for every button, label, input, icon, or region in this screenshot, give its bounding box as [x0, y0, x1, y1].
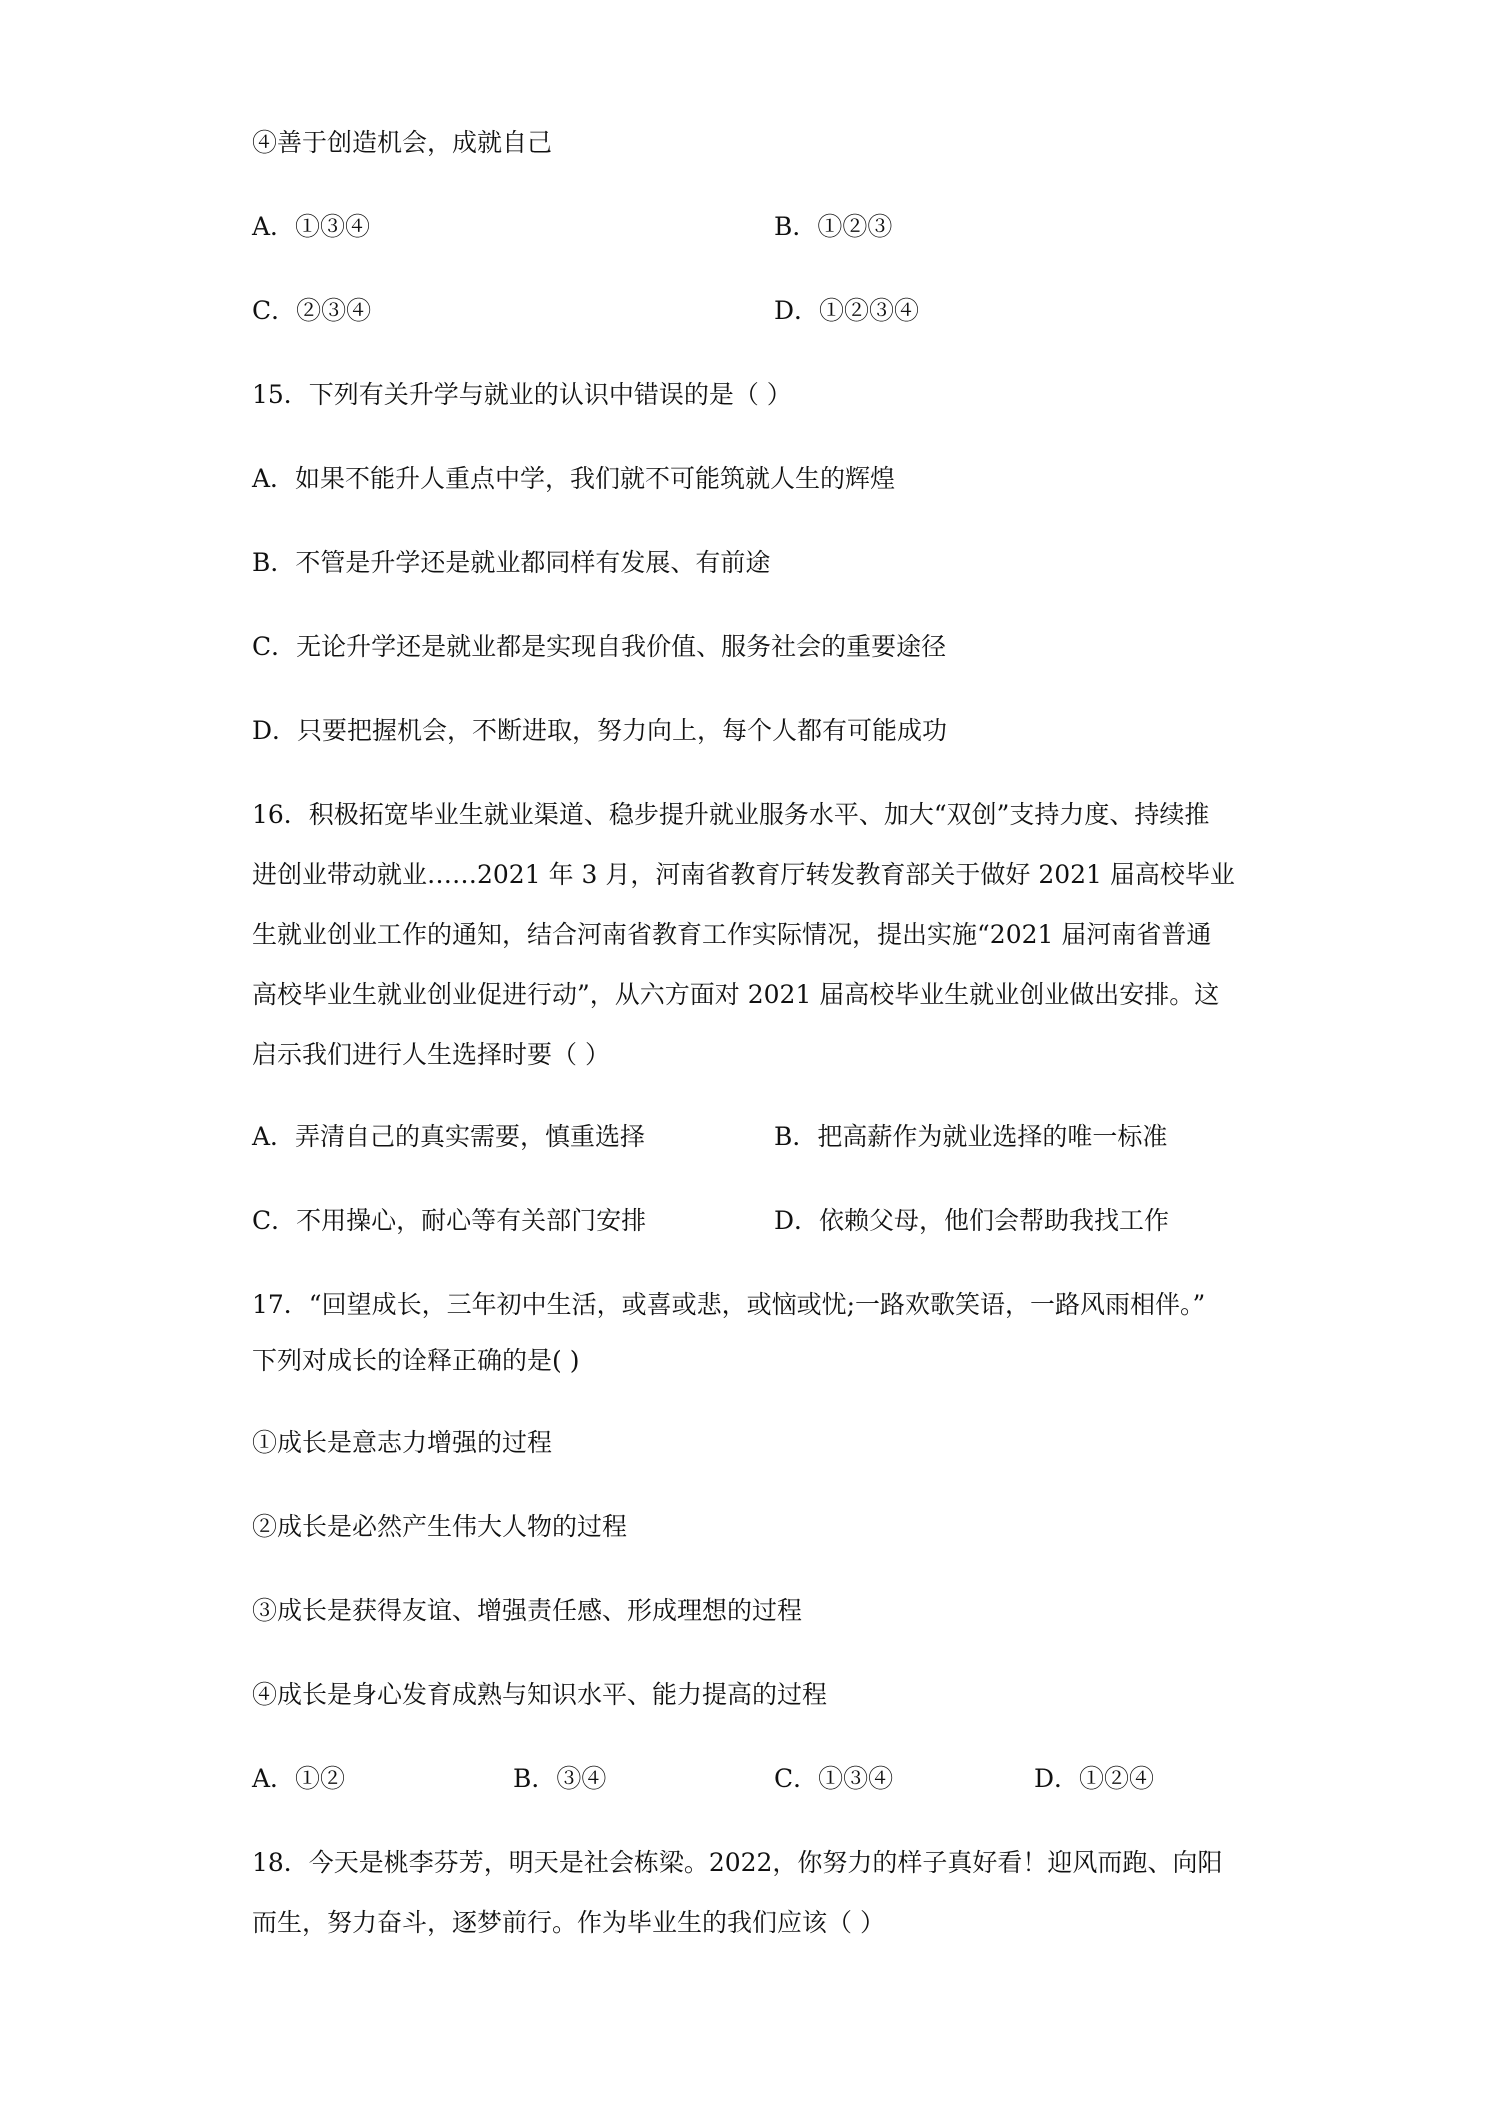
q16-option-c: C．不用操心，耐心等有关部门安排 — [252, 1206, 647, 1235]
q17-stem-line: 下列对成长的诠释正确的是( ) — [252, 1346, 580, 1375]
q15-option-d: D．只要把握机会，不断进取，努力向上，每个人都有可能成功 — [252, 716, 948, 745]
q14-option-c: C．②③④ — [252, 296, 372, 325]
q16-option-b: B．把高薪作为就业选择的唯一标准 — [774, 1122, 1168, 1151]
q17-option-a: A．①② — [252, 1764, 346, 1793]
q15-option-b: B．不管是升学还是就业都同样有发展、有前途 — [252, 548, 771, 577]
q16-stem-line: 16．积极拓宽毕业生就业渠道、稳步提升就业服务水平、加大“双创”支持力度、持续推 — [252, 800, 1210, 829]
q18-stem-line: 而生，努力奋斗，逐梦前行。作为毕业生的我们应该（ ） — [252, 1908, 885, 1937]
q17-option-c: C．①③④ — [774, 1764, 894, 1793]
q14-option-b: B．①②③ — [774, 212, 893, 241]
q17-option-d: D．①②④ — [1034, 1764, 1155, 1793]
q16-stem-line: 生就业创业工作的通知，结合河南省教育工作实际情况，提出实施“2021 届河南省普通 — [252, 920, 1212, 949]
q14-option-a: A．①③④ — [252, 212, 371, 241]
q16-stem-line: 进创业带动就业……2021 年 3 月，河南省教育厅转发教育部关于做好 2021 届高校毕业 — [252, 860, 1235, 889]
q17-item-4: ④成长是身心发育成熟与知识水平、能力提高的过程 — [252, 1680, 828, 1709]
q14-option-d: D．①②③④ — [774, 296, 920, 325]
q16-option-a: A．弄清自己的真实需要，慎重选择 — [252, 1122, 646, 1151]
q16-stem-line: 高校毕业生就业创业促进行动”，从六方面对 2021 届高校毕业生就业创业做出安排。这 — [252, 980, 1220, 1009]
q17-item-3: ③成长是获得友谊、增强责任感、形成理想的过程 — [252, 1596, 803, 1625]
q18-stem-line: 18．今天是桃李芬芳，明天是社会栋梁。2022，你努力的样子真好看！迎风而跑、向阳 — [252, 1848, 1223, 1877]
q17-stem-line: 17．“回望成长，三年初中生活，或喜或悲，或恼或忧;一路欢歌笑语，一路风雨相伴。” — [252, 1290, 1206, 1319]
q15-stem: 15．下列有关升学与就业的认识中错误的是（ ） — [252, 380, 792, 409]
q15-option-a: A．如果不能升人重点中学，我们就不可能筑就人生的辉煌 — [252, 464, 896, 493]
q16-stem-line: 启示我们进行人生选择时要（ ） — [252, 1040, 610, 1069]
q16-option-d: D．依赖父母，他们会帮助我找工作 — [774, 1206, 1170, 1235]
q17-option-b: B．③④ — [513, 1764, 607, 1793]
option-item-4: ④善于创造机会，成就自己 — [252, 128, 553, 157]
q17-item-2: ②成长是必然产生伟大人物的过程 — [252, 1512, 628, 1541]
q17-item-1: ①成长是意志力增强的过程 — [252, 1428, 553, 1457]
q15-option-c: C．无论升学还是就业都是实现自我价值、服务社会的重要途径 — [252, 632, 947, 661]
